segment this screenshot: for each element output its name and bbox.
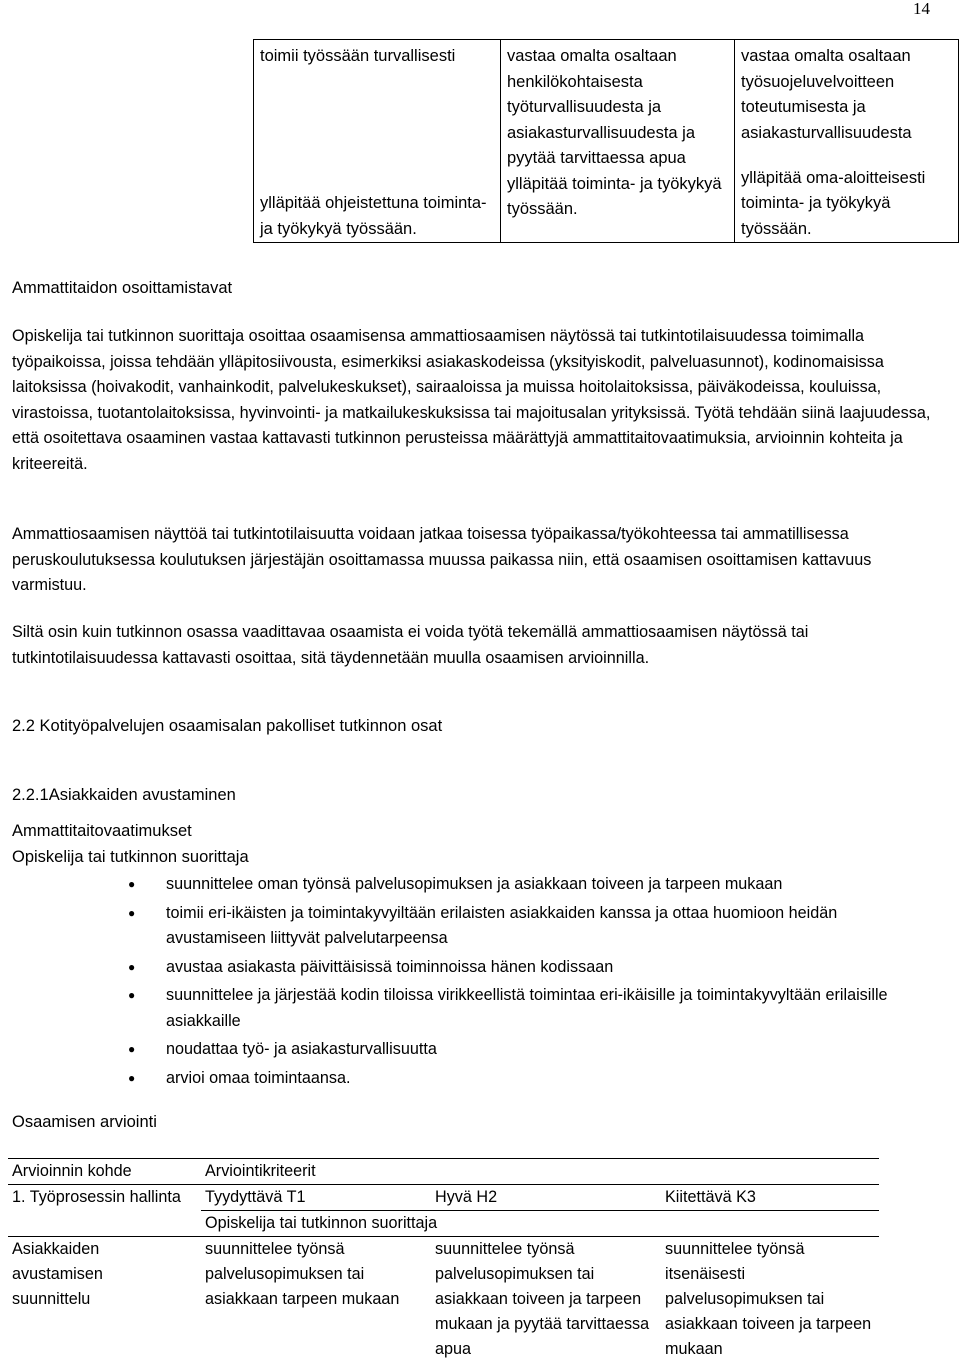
page-number: 14 bbox=[913, 0, 930, 18]
paragraph-1-text: Opiskelija tai tutkinnon suorittaja osoittaa osaamisensa ammattiosaamisen näytössä tai tutkintotilaisuudessa toimimalla työpaikoissa, joissa tehdään ylläpitosiivousta, esimerkiksi asiakaskodeissa (yksityiskodit, palveluasunnot), kodinomaisissa laitoksissa (hoivakodit, vanhainkodit, palvelukeskukset), sairaaloissa ja muissa hoitolaitoksissa, päiväkodeissa, kouluissa, virastoissa, tuotantolaitoksissa, hyvinvointi- ja matkailukeskuksissa tai majoitusalan yrityksissä. Työtä tehdään siinä laajuudessa, että osoitettava osaaminen vastaa kattavasti tutkinnon perusteissa määrättyjä ammattitaitovaatimuksia, arvioinnin kohteita ja kriteereitä. bbox=[12, 327, 931, 473]
criteria-table-continued bbox=[253, 39, 959, 243]
requirements-label: Ammattitaitovaatimukset bbox=[12, 822, 192, 840]
row-t1: suunnittelee työnsä palvelusopimuksen tai asiakkaan tarpeen mukaan bbox=[205, 1240, 400, 1308]
criteria-k3-bottom: ylläpitää oma-aloitteisesti toiminta- ja työkykyä työssään. bbox=[741, 168, 926, 238]
col-header-criteria: Arviointikriteerit bbox=[201, 1159, 879, 1185]
criteria-t1-bottom: ylläpitää ohjeistettuna toiminta- ja työkykyä työssään. bbox=[260, 194, 487, 238]
criteria-cell-k3 bbox=[734, 40, 958, 242]
section-title: Ammattitaidon osoittamistavat bbox=[12, 279, 233, 297]
assessment-table bbox=[8, 1158, 879, 1362]
list-item: ● suunnittelee ja järjestää kodin tiloissa virikkeellistä toimintaa eri-ikäisille ja toimintakyvyltään erilaisille asiakkaille bbox=[128, 983, 928, 1034]
row-k3: suunnittelee työnsä itsenäisesti palvelusopimuksen tai asiakkaan toiveen ja tarpeen mukaan bbox=[665, 1240, 872, 1358]
requirements-intro: Opiskelija tai tutkinnon suorittaja bbox=[12, 848, 249, 866]
criteria-cell-t1 bbox=[254, 40, 500, 242]
criteria-k3-top: vastaa omalta osaltaan työsuojeluvelvoitteen toteutumisesta ja asiakasturvallisuudesta bbox=[741, 47, 912, 142]
paragraph-3 bbox=[12, 620, 947, 671]
heading-2-2-1: 2.2.1Asiakkaiden avustaminen bbox=[12, 786, 236, 804]
row-label: Asiakkaiden avustamisen suunnittelu bbox=[12, 1240, 103, 1308]
row-h2: suunnittelee työnsä palvelusopimuksen tai asiakkaan toiveen ja tarpeen mukaan ja pyytää tarvittaessa apua bbox=[435, 1240, 650, 1358]
list-item: ● noudattaa työ- ja asiakasturvallisuutta bbox=[128, 1037, 928, 1063]
process-label: 1. Työprosessin hallinta bbox=[8, 1185, 201, 1237]
list-item: ● suunnittelee oman työnsä palvelusopimuksen ja asiakkaan toiveen ja tarpeen mukaan bbox=[128, 872, 928, 898]
grade-k3: Kiitettävä K3 bbox=[661, 1185, 879, 1211]
list-item: ● toimii eri-ikäisten ja toimintakyvyiltään erilaisten asiakkaiden kanssa ja ottaa huomioon heidän avustamiseen liittyvät palvelutarpeensa bbox=[128, 901, 928, 952]
list-item: ● avustaa asiakasta päivittäisissä toiminnoissa hänen kodissaan bbox=[128, 955, 928, 981]
criteria-cell-h2 bbox=[500, 40, 734, 242]
heading-2-2: 2.2 Kotityöpalvelujen osaamisalan pakolliset tutkinnon osat bbox=[12, 717, 443, 735]
performer-label: Opiskelija tai tutkinnon suorittaja bbox=[201, 1211, 879, 1237]
col-header-target: Arvioinnin kohde bbox=[8, 1159, 201, 1185]
assessment-label: Osaamisen arviointi bbox=[12, 1113, 157, 1131]
criteria-t1-top: toimii työssään turvallisesti bbox=[260, 47, 456, 65]
paragraph-2 bbox=[12, 522, 947, 599]
list-item: ● arvioi omaa toimintaansa. bbox=[128, 1066, 928, 1092]
requirements-list bbox=[128, 872, 928, 1094]
paragraph-3-text: Siltä osin kuin tutkinnon osassa vaadittavaa osaamista ei voida työtä tekemällä ammattiosaamisen näytössä tai tutkintotilaisuudessa kattavasti osoittaa, sitä täydennetään muulla osaamisen arvioinnilla. bbox=[12, 623, 809, 667]
grade-h2: Hyvä H2 bbox=[431, 1185, 661, 1211]
paragraph-1 bbox=[12, 324, 947, 477]
criteria-h2-bottom: ylläpitää toiminta- ja työkykyä työssään. bbox=[507, 174, 722, 218]
grade-t1: Tyydyttävä T1 bbox=[201, 1185, 431, 1211]
paragraph-2-text: Ammattiosaamisen näyttöä tai tutkintotilaisuutta voidaan jatkaa toisessa työpaikassa/työkohteessa tai ammatillisessa peruskoulutuksessa koulutuksen järjestäjän osoittamassa muussa paikassa niin, että osaamisen osoittamisen kattavuus varmistuu. bbox=[12, 525, 872, 594]
criteria-h2-top: vastaa omalta osaltaan henkilökohtaisesta työturvallisuudesta ja asiakasturvallisuudesta ja pyytää tarvittaessa apua bbox=[507, 47, 696, 167]
